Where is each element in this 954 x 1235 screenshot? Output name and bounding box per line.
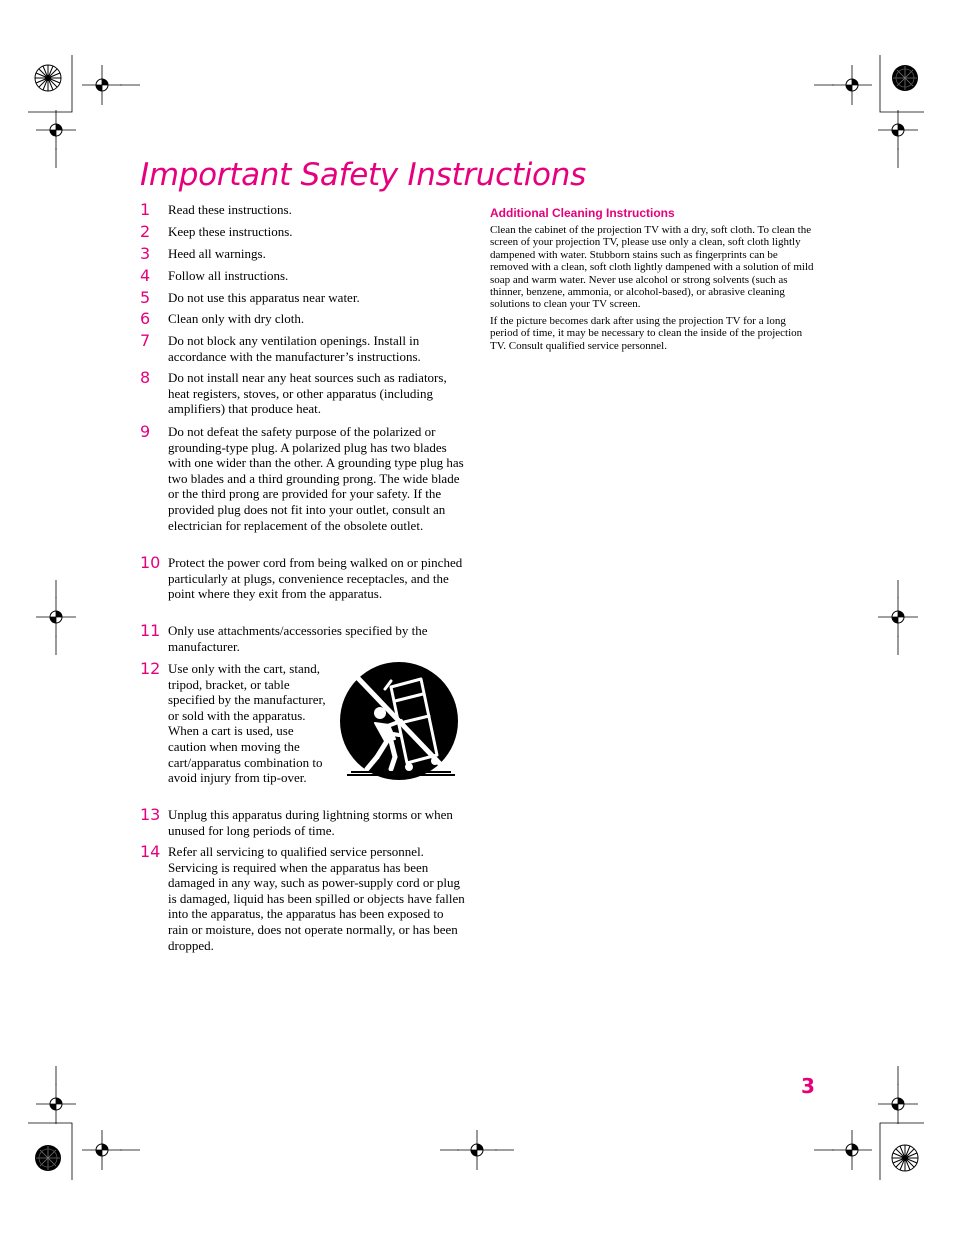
item-text: Keep these instructions. [168, 224, 293, 239]
item-text: Clean only with dry cloth. [168, 311, 305, 326]
item-text: Do not defeat the safety purpose of the polarized or grounding-type plug. A polarized plug has two blades with one wider than the other. A grounding type plug has two blades and a third grounding prong. The wide blade or the third prong are provided for your safety. If the provided plug does not fit into your outlet, consult an electrician for replacement of the obsolete outlet. [168, 424, 464, 533]
list-item [140, 661, 465, 807]
page-number: 3 [801, 1074, 815, 1098]
list-item [140, 268, 465, 290]
item-text: Follow all instructions. [168, 268, 289, 283]
item-text: Do not block any ventilation openings. Install in accordance with the manufacturer’s instructions. [168, 333, 421, 364]
item-number: 4 [140, 266, 151, 285]
item-text: Do not install near any heat sources such as radiators, heat registers, stoves, or other apparatus (including amplifiers) that produce heat. [168, 370, 447, 417]
item-number: 11 [140, 621, 161, 640]
list-item [140, 555, 465, 623]
cleaning-heading: Additional Cleaning Instructions [490, 206, 675, 220]
item-number: 7 [140, 331, 151, 350]
cleaning-paragraph-1: Clean the cabinet of the projection TV with a dry, soft cloth. To clean the screen of your projection TV, please use only a clean, soft cloth lightly dampened with water. Stubborn stains such as fingerprints can be removed with a clean, soft cloth lightly dampened with a solution of mild soap and warm water. Never use alcohol or strong solvents (such as thinner, benzene, ammonia, or alcohol-based), or abrasive cleaning solutions to clean your TV screen. [490, 224, 814, 311]
list-item [140, 844, 465, 954]
list-item [140, 333, 465, 370]
cleaning-section [490, 206, 815, 356]
list-item [140, 370, 465, 424]
list-item [140, 290, 465, 311]
item-text: Unplug this apparatus during lightning storms or when unused for long periods of time. [168, 807, 453, 838]
item-text: Only use attachments/accessories specified by the manufacturer. [168, 623, 428, 654]
item-number: 3 [140, 244, 151, 263]
page-title: Important Safety Instructions [140, 157, 586, 193]
item-number: 10 [140, 553, 161, 572]
item-number: 14 [140, 842, 161, 861]
item-number: 1 [140, 200, 151, 219]
list-item [140, 424, 465, 555]
item-number: 6 [140, 309, 151, 328]
list-item [140, 202, 465, 224]
item-text: Refer all servicing to qualified service personnel. Servicing is required when the apparatus has been damaged in any way, such as power-supply cord or plug is damaged, liquid has been spilled or objects have fallen into the apparatus, the apparatus has been exposed to rain or moisture, does not operate normally, or has been dropped. [168, 844, 465, 953]
item-text: Use only with the cart, stand, tripod, bracket, or table specified by the manufacturer, or sold with the apparatus. When a cart is used, use caution when moving the cart/apparatus combination to avoid injury from tip-over. [168, 661, 326, 786]
item-number: 8 [140, 368, 151, 387]
item-text: Heed all warnings. [168, 246, 266, 261]
safety-instructions-list [140, 202, 465, 954]
list-item [140, 311, 465, 333]
item-text: Do not use this apparatus near water. [168, 290, 360, 305]
list-item [140, 224, 465, 246]
item-number: 13 [140, 805, 161, 824]
item-number: 9 [140, 422, 151, 441]
item-text: Read these instructions. [168, 202, 292, 217]
item-number: 5 [140, 288, 151, 307]
cart-tip-over-icon [337, 661, 461, 781]
item-number: 12 [140, 659, 161, 678]
list-item [140, 246, 465, 268]
cleaning-paragraph-2: If the picture becomes dark after using the projection TV for a long period of time, it may be necessary to clean the inside of the projection TV. Consult qualified service personnel. [490, 314, 803, 352]
list-item [140, 807, 465, 844]
item-number: 2 [140, 222, 151, 241]
item-text: Protect the power cord from being walked on or pinched particularly at plugs, convenience receptacles, and the point where they exit from the apparatus. [168, 555, 463, 602]
list-item [140, 623, 465, 661]
